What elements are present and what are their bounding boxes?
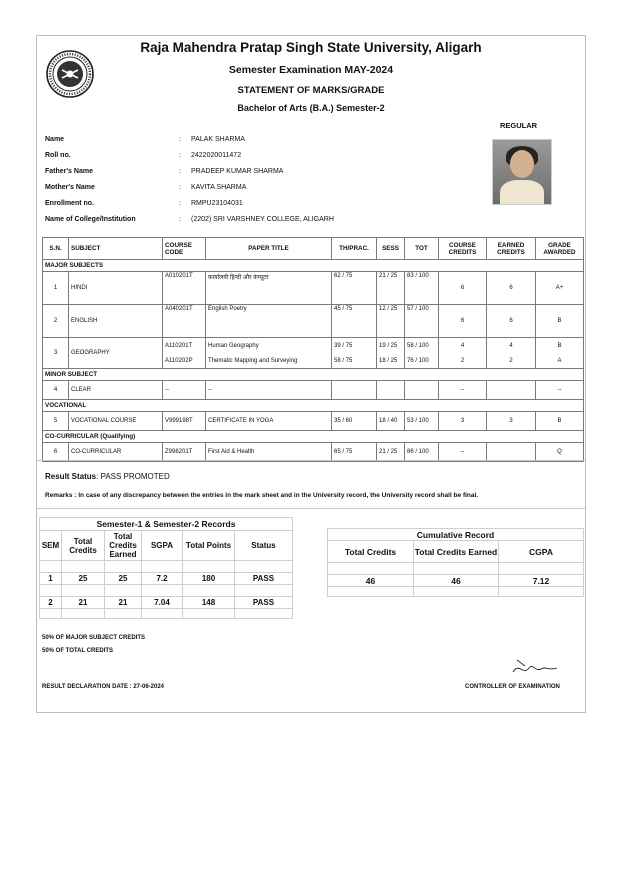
tot-cell: 57 / 100 [405, 305, 439, 338]
sn-cell: 2 [43, 305, 69, 338]
th-cell: 62 / 75 [332, 272, 377, 305]
section-cocurricular: CO-CURRICULAR (Qualifying) [43, 431, 584, 443]
cumulative-record-table [327, 528, 584, 597]
header-total-points: Total Points [183, 531, 235, 561]
marks-table [42, 237, 584, 462]
total-credits-cell: 46 [328, 575, 414, 587]
code-cell: V999198T [163, 412, 206, 431]
sess-cell: 21 / 25 [377, 272, 405, 305]
header-subject: SUBJECT [69, 238, 163, 260]
divider [37, 508, 585, 509]
header-cgpa: CGPA [499, 541, 584, 563]
header-paper-title: PAPER TITLE [206, 238, 332, 260]
header-sem: SEM [40, 531, 62, 561]
field-label: Roll no. [45, 152, 71, 159]
credits-earned-cell: 21 [105, 597, 142, 609]
earned-credits-cell [487, 381, 536, 400]
sn-cell: 1 [43, 272, 69, 305]
field-value: 2422020011472 [191, 152, 242, 159]
tot-cell: 76 / 100 [405, 353, 439, 369]
grade-cell: B [536, 305, 584, 338]
status-cell: PASS [235, 573, 293, 585]
code-cell: A110201T [163, 338, 206, 354]
header-total-credits: Total Credits [62, 531, 105, 561]
code-cell: -- [163, 381, 206, 400]
semester-row [40, 573, 293, 585]
tot-cell [405, 381, 439, 400]
section-major: MAJOR SUBJECTS [43, 260, 584, 272]
subject-cell: HINDI [69, 272, 163, 305]
course-credits-cell: 6 [439, 305, 487, 338]
total-points-cell: 148 [183, 597, 235, 609]
earned-credits-cell: 2 [487, 353, 536, 369]
title-cell: Thematic Mapping and Surveying [206, 353, 332, 369]
table-row [43, 338, 584, 354]
header-grade-awarded: GRADE AWARDED [536, 238, 584, 260]
semester-records-title: Semester-1 & Semester-2 Records [40, 518, 293, 531]
header-course-code: COURSE CODE [163, 238, 206, 260]
status-cell: PASS [235, 597, 293, 609]
sem-cell: 1 [40, 573, 62, 585]
student-photo [492, 139, 552, 205]
exam-name: Semester Examination MAY-2024 [228, 64, 394, 76]
sn-cell: 3 [43, 338, 69, 369]
table-row [43, 305, 584, 338]
field-value: RMPU23104031 [191, 200, 243, 207]
grade-cell: B [536, 412, 584, 431]
sess-cell: 18 / 40 [377, 412, 405, 431]
sgpa-cell: 7.2 [142, 573, 183, 585]
field-value: PRADEEP KUMAR SHARMA [191, 168, 284, 175]
colon: : [179, 216, 181, 223]
sess-cell: 21 / 25 [377, 443, 405, 462]
section-vocational: VOCATIONAL [43, 400, 584, 412]
grade-cell: A+ [536, 272, 584, 305]
course-credits-cell: 3 [439, 412, 487, 431]
field-label: Father's Name [45, 168, 93, 175]
course-credits-cell: -- [439, 443, 487, 462]
grade-cell: A [536, 353, 584, 369]
sess-cell: 19 / 25 [377, 338, 405, 354]
table-row [43, 381, 584, 400]
grade-cell: Q [536, 443, 584, 462]
sn-cell: 6 [43, 443, 69, 462]
subject-cell: GEOGRAPHY [69, 338, 163, 369]
result-status [45, 472, 170, 481]
course-credits-cell: 4 [439, 338, 487, 354]
subject-cell: CO-CURRICULAR [69, 443, 163, 462]
remarks: Remarks : In case of any discrepancy between the entries in the mark sheet and in the University record, the University record shall be final. [45, 492, 479, 499]
semester-records-table [39, 517, 293, 619]
th-cell: 58 / 75 [332, 353, 377, 369]
field-label: Enrollment no. [45, 200, 94, 207]
th-cell: 39 / 75 [332, 338, 377, 354]
semester-row [40, 597, 293, 609]
header-sess: SESS [377, 238, 405, 260]
field-label: Name of College/Institution [45, 216, 136, 223]
total-points-cell: 180 [183, 573, 235, 585]
program-name: Bachelor of Arts (B.A.) Semester-2 [237, 103, 385, 113]
header-total-credits: Total Credits [328, 541, 414, 563]
earned-credits-cell: 3 [487, 412, 536, 431]
field-label: Mother's Name [45, 184, 95, 191]
section-minor: MINOR SUBJECT [43, 369, 584, 381]
credits-earned-cell: 46 [414, 575, 499, 587]
marksheet [36, 35, 586, 713]
title-cell: कार्यालयी हिन्दी और कंप्यूटर [206, 272, 332, 305]
total-credits-cell: 25 [62, 573, 105, 585]
header-status: Status [235, 531, 293, 561]
course-credits-cell: 2 [439, 353, 487, 369]
sess-cell: 12 / 25 [377, 305, 405, 338]
code-cell: A010201T [163, 272, 206, 305]
header-sgpa: SGPA [142, 531, 183, 561]
header-earned-credits: EARNED CREDITS [487, 238, 536, 260]
subject-cell: ENGLISH [69, 305, 163, 338]
code-cell: A110202P [163, 353, 206, 369]
table-row [43, 272, 584, 305]
sess-cell [377, 381, 405, 400]
code-cell: Z998201T [163, 443, 206, 462]
colon: : [179, 168, 181, 175]
colon: : [179, 152, 181, 159]
grade-cell: -- [536, 381, 584, 400]
result-status-value: : PASS PROMOTED [96, 472, 170, 481]
controller-label: CONTROLLER OF EXAMINATION [465, 684, 560, 690]
marks-header-row [43, 238, 584, 260]
table-row [43, 412, 584, 431]
th-cell: 65 / 75 [332, 443, 377, 462]
colon: : [179, 136, 181, 143]
tot-cell: 53 / 100 [405, 412, 439, 431]
regular-tag: REGULAR [500, 121, 538, 130]
title-cell: Human Geography [206, 338, 332, 354]
code-cell: A040201T [163, 305, 206, 338]
tot-cell: 58 / 100 [405, 338, 439, 354]
course-credits-cell: 6 [439, 272, 487, 305]
tot-cell: 86 / 100 [405, 443, 439, 462]
title-cell: First Aid & Health [206, 443, 332, 462]
subject-cell: CLEAR [69, 381, 163, 400]
subject-cell: VOCATIONAL COURSE [69, 412, 163, 431]
divider [37, 460, 585, 461]
earned-credits-cell: 4 [487, 338, 536, 354]
note-major-credits: 50% OF MAJOR SUBJECT CREDITS [42, 635, 146, 641]
field-value: KAVITA SHARMA [191, 184, 247, 191]
header-total-credits-earned: Total Credits Earned [414, 541, 499, 563]
result-status-label: Result Status [45, 472, 97, 481]
sn-cell: 5 [43, 412, 69, 431]
th-cell: 45 / 75 [332, 305, 377, 338]
header-th-prac: TH/PRAC. [332, 238, 377, 260]
university-name: Raja Mahendra Pratap Singh State University, Aligarh [140, 40, 482, 55]
grade-cell: B [536, 338, 584, 354]
sess-cell: 18 / 25 [377, 353, 405, 369]
colon: : [179, 200, 181, 207]
cumulative-title: Cumulative Record [328, 529, 584, 541]
header-total-credits-earned: Total Credits Earned [105, 531, 142, 561]
table-row [43, 443, 584, 462]
earned-credits-cell: 6 [487, 305, 536, 338]
title-cell: English Poetry [206, 305, 332, 338]
field-value: PALAK SHARMA [191, 136, 245, 143]
note-total-credits: 50% OF TOTAL CREDITS [42, 648, 114, 654]
header-sn: S.N. [43, 238, 69, 260]
credits-earned-cell: 25 [105, 573, 142, 585]
earned-credits-cell [487, 443, 536, 462]
cgpa-cell: 7.12 [499, 575, 584, 587]
th-cell: 35 / 60 [332, 412, 377, 431]
sn-cell: 4 [43, 381, 69, 400]
tot-cell: 83 / 100 [405, 272, 439, 305]
controller-signature [509, 654, 561, 680]
colon: : [179, 184, 181, 191]
header-tot: TOT [405, 238, 439, 260]
header-course-credits: COURSE CREDITS [439, 238, 487, 260]
title-cell: -- [206, 381, 332, 400]
sgpa-cell: 7.04 [142, 597, 183, 609]
sem-cell: 2 [40, 597, 62, 609]
field-label: Name [45, 136, 65, 143]
cumulative-row [328, 575, 584, 587]
total-credits-cell: 21 [62, 597, 105, 609]
title-cell: CERTIFICATE IN YOGA [206, 412, 332, 431]
th-cell [332, 381, 377, 400]
field-value: (2202) SRI VARSHNEY COLLEGE, ALIGARH [191, 216, 334, 223]
result-declaration-date: RESULT DECLARATION DATE : 27-06-2024 [42, 684, 165, 690]
course-credits-cell: -- [439, 381, 487, 400]
statement-title: STATEMENT OF MARKS/GRADE [237, 85, 385, 96]
earned-credits-cell: 6 [487, 272, 536, 305]
